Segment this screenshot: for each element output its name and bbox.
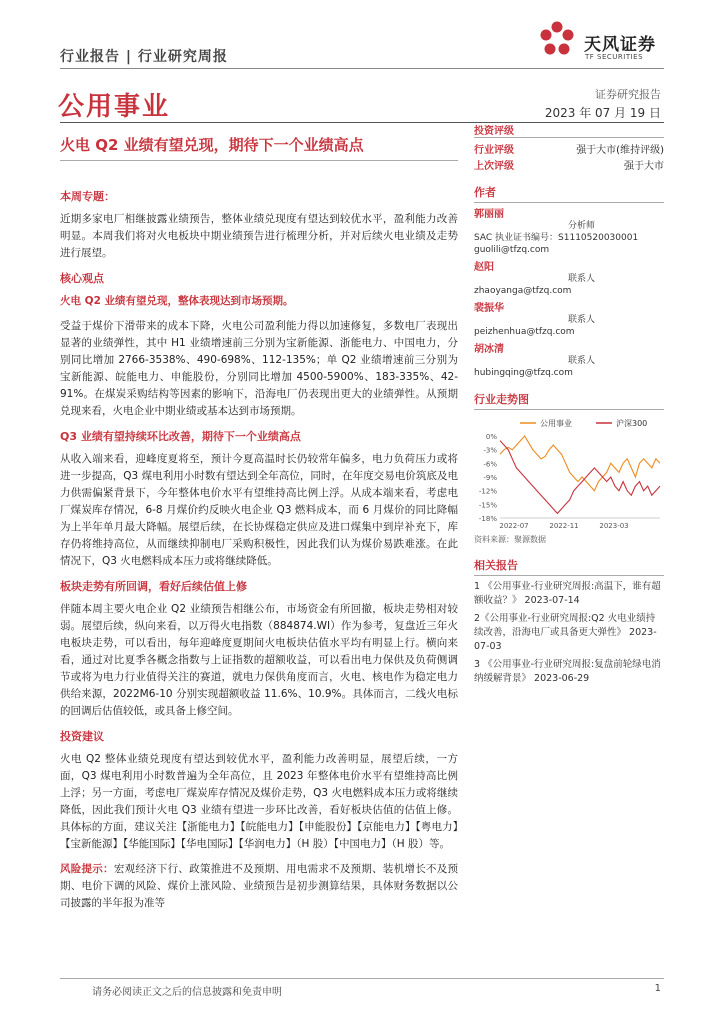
- author-email[interactable]: peizhenhua@tfzq.com: [474, 327, 575, 337]
- y-tick-label: -3%: [483, 446, 497, 455]
- x-tick-label: 2022-11: [549, 522, 579, 530]
- section-title: 核心观点: [60, 272, 104, 285]
- author-entry: [474, 258, 664, 297]
- legend-label: 公用事业: [540, 419, 572, 428]
- trend-chart: [474, 414, 664, 534]
- author-role: 联系人: [568, 274, 596, 284]
- footer-disclaimer: 请务必阅读正文之后的信息披露和免责申明: [92, 987, 282, 998]
- author-name: 赵阳: [474, 262, 494, 273]
- author-email[interactable]: zhaoyanga@tfzq.com: [474, 286, 572, 296]
- trend-chart-svg: [474, 414, 664, 534]
- page-number: 1: [654, 983, 661, 994]
- author-role: 分析师: [568, 221, 596, 231]
- paragraph: 火电 Q2 整体业绩兑现度有望达到较优水平，盈利能力改善明显，展望后续，一方面，Q3 煤电利用小时数普遍为全年高位，且 2023 年整体电价水平有望维持高比例上浮；另一方面，考虑电厂煤炭库存情况及煤价走势，Q3 火电燃料成本压力或将继续降低，因此我们预计火电 Q3 业绩有望进一步环比改善，看好板块估值的估值上修。具体标的方面，建议关注【浙能电力】【皖能电力】【申能股份】【京能电力】【粤电力】【宝新能源】【华能国际】【华电国际】【华润电力】（H 股）【中国电力】（H 股）等。: [60, 753, 458, 850]
- y-tick-label: 0%: [485, 433, 497, 441]
- report-date: 2023 年 07 月 19 日: [544, 106, 661, 120]
- prev-rating-value: 强于大市: [624, 160, 664, 172]
- subheading: 火电 Q2 业绩有望兑现，整体表现达到市场预期。: [60, 295, 294, 307]
- section-title: 本周专题：: [60, 190, 115, 203]
- y-tick-label: -9%: [483, 474, 497, 482]
- series-line: [500, 441, 660, 514]
- logo-text-en: TF SECURITIES: [585, 53, 644, 61]
- section-title: 板块走势有所回调，看好后续估值上修: [60, 580, 247, 593]
- author-name: 郭丽丽: [474, 209, 504, 220]
- chart-source: 资料来源：聚源数据: [474, 535, 546, 544]
- legend-label: 沪深300: [616, 419, 648, 428]
- risk-paragraph: [60, 861, 458, 912]
- author-entry: [474, 299, 664, 338]
- industry-rating-value: 强于大市(维持评级): [576, 144, 664, 156]
- paragraph: 近期多家电厂相继披露业绩预告，整体业绩兑现度有望达到较优水平，盈利能力改善明显。本周我们将对火电板块中期业绩预告进行梳理分析，并对后续火电业绩及走势进行展望。: [60, 213, 458, 259]
- author-entry: [474, 340, 664, 379]
- y-tick-label: -6%: [483, 460, 497, 469]
- sector-title: 公用事业: [58, 92, 171, 122]
- rating-title: 投资评级: [474, 126, 514, 137]
- author-name: 裴振华: [474, 303, 504, 314]
- x-tick-label: 2022-07: [499, 522, 529, 530]
- header-divider: [60, 68, 664, 69]
- related-item[interactable]: 1 《公用事业-行业研究周报:高温下，谁有超额收益？》 2023-07-14: [474, 581, 661, 606]
- author-entry: [474, 205, 664, 256]
- sidebar: [474, 122, 664, 686]
- authors-title: 作者: [474, 184, 664, 203]
- headline-divider: [60, 160, 458, 161]
- series-line: [500, 436, 660, 491]
- report-type: 证券研究报告: [595, 88, 661, 101]
- y-tick-label: -18%: [478, 515, 497, 523]
- x-tick-label: 2023-03: [599, 522, 629, 530]
- main-body: [60, 180, 458, 912]
- paragraph: 从收入端来看，迎峰度夏将至，预计今夏高温时长仍较常年偏多，电力负荷压力或将进一步提高，Q3 煤电利用小时数有望达到全年高位，同时，在年度交易电价筑底及电力供需偏紧背景下，今年整体电价水平有望维持高比例上浮。从成本端来看，考虑电厂煤炭库存情况，6-8 月煤价约反映火电企业 Q3 燃料成本，而 6 月煤价的同比降幅为上半年单月最大降幅。展望后续，在长协煤稳定供应及进口煤集中到岸补充下，库存仍将维持高位，从而继续抑制电厂采购积极性，因此我们认为煤价易跌难涨。在此情况下，Q3 火电燃料成本压力或将继续降低。: [60, 453, 458, 567]
- y-tick-label: -12%: [478, 487, 497, 496]
- author-email[interactable]: hubingqing@tfzq.com: [474, 368, 573, 378]
- author-role: 联系人: [568, 315, 596, 325]
- risk-label: 风险提示：: [60, 863, 114, 875]
- industry-rating-label: 行业评级: [474, 144, 514, 156]
- risk-text: 宏观经济下行、政策推进不及预期、用电需求不及预期、装机增长不及预期、电价下调的风险、煤价上涨风险、业绩预告是初步测算结果，具体财务数据以公司披露的半年报为准等: [60, 863, 459, 909]
- author-email[interactable]: guolili@tfzq.com: [474, 245, 550, 255]
- footer-divider: [60, 978, 664, 979]
- report-headline: 火电 Q2 业绩有望兑现，期待下一个业绩高点: [60, 136, 364, 154]
- author-role: 联系人: [568, 356, 596, 366]
- paragraph: 受益于煤价下滑带来的成本下降，火电公司盈利能力得以加速修复，多数电厂表现出显著的业绩弹性，其中 H1 业绩增速前三分别为宝新能源、浙能电力、中国电力，分别同比增加 2766-3538%、490-698%、112-135%；单 Q2 业绩增速前三分别为宝新能源、皖能电力、申能股份，分别同比增加 4500-5900%、183-335%、42-91%。在煤炭采购结构等因素的影响下，沿海电厂仍表现出更大的业绩弹性。从预期兑现来看，火电企业中期业绩或基本达到市场预期。: [60, 320, 458, 417]
- section-title: 投资建议: [60, 730, 104, 743]
- logo-text-cn: 天风证券: [584, 35, 656, 55]
- chart-title: 行业走势图: [474, 391, 664, 410]
- author-name: 胡冰清: [474, 344, 504, 355]
- report-category: 行业报告 | 行业研究周报: [60, 49, 228, 65]
- y-tick-label: -15%: [478, 501, 497, 510]
- related-item[interactable]: 2《公用事业-行业研究周报:Q2 火电业绩持续改善，沿海电厂或具备更大弹性》 2023-07-03: [474, 613, 657, 652]
- paragraph: 伴随本周主要火电企业 Q2 业绩预告相继公布，市场资金有所回撤，板块走势相对较弱。展望后续，纵向来看，以万得火电指数（884874.WI）作为参考，复盘近三年火电板块走势，可以看出，每年迎峰度夏期间火电板块估值水平均有明显上行。横向来看，通过对比夏季各概念指数与上证指数的超额收益，可以看出电力保供及负荷侧调节或将为电力行业值得关注的赛道，就电力保供角度而言，火电、核电作为稳定电力供给来源，2022M6-10 分别实现超额收益 11.6%、10.9%。具体而言，二线火电标的回调后估值较低，或具备上修空间。: [60, 603, 458, 717]
- related-title: 相关报告: [474, 557, 664, 576]
- prev-rating-label: 上次评级: [474, 160, 514, 172]
- section-title: Q3 业绩有望持续环比改善，期待下一个业绩高点: [60, 430, 301, 443]
- related-item[interactable]: 3 《公用事业-行业研究周报:复盘前轮绿电消纳缓解背景》 2023-06-29: [474, 659, 661, 684]
- author-sac: SAC 执业证书编号：S1110520030001: [474, 233, 639, 243]
